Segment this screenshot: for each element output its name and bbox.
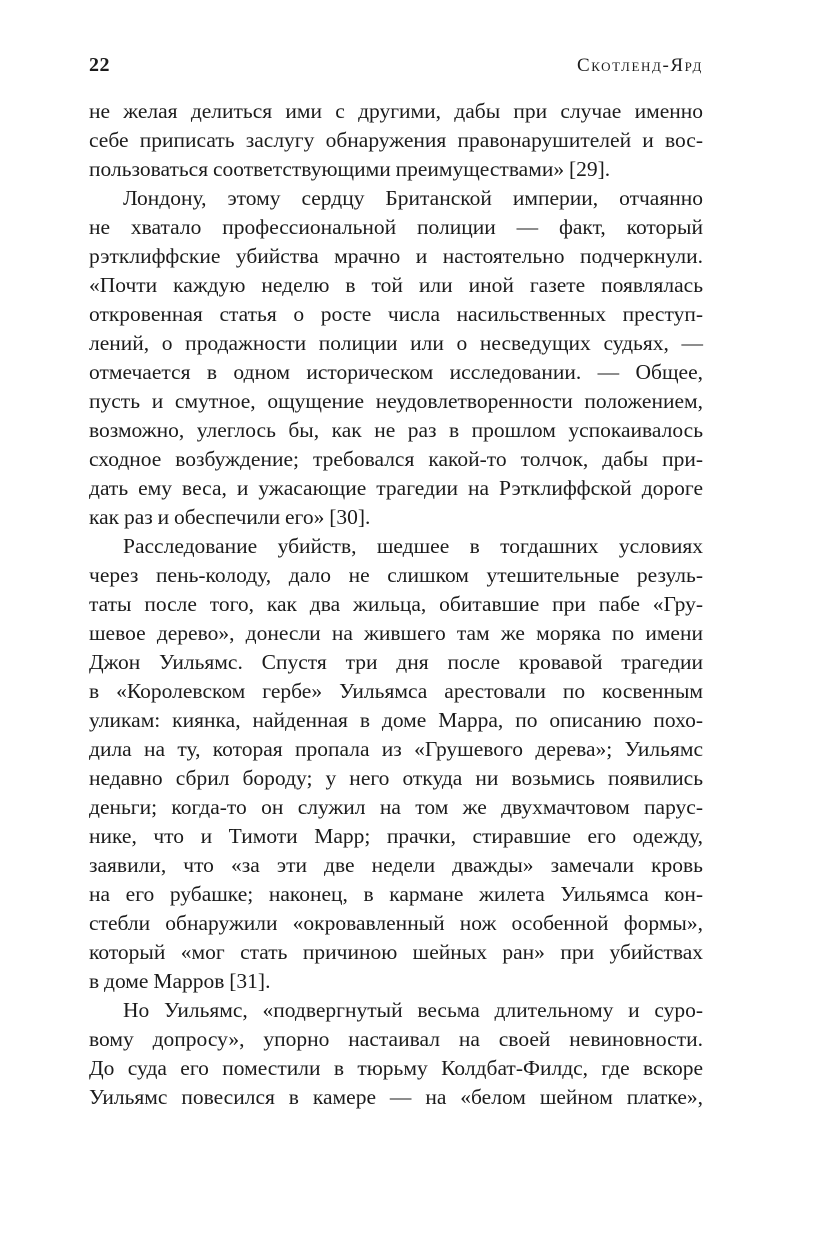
- chapter-title: Скотленд-Ярд: [576, 55, 703, 76]
- text-line: через пень-колоду, дало не слишком утешительные резуль-: [89, 563, 703, 587]
- text-line: сходное возбуждение; требовался какой-то толчок, дабы при-: [89, 447, 703, 471]
- text-line: Расследование убийств, шедшее в тогдашних условиях: [123, 534, 703, 558]
- text-line: уликам: киянка, найденная в доме Марра, по описанию похо-: [89, 708, 703, 732]
- text-line: на его рубашке; наконец, в кармане жилета Уильямса кон-: [89, 882, 703, 906]
- text-line: недавно сбрил бороду; у него откуда ни возьмись появились: [89, 766, 703, 790]
- text-line: вому допросу», упорно настаивал на своей невиновности.: [89, 1027, 703, 1051]
- text-line: нике, что и Тимоти Марр; прачки, стиравшие его одежду,: [89, 824, 703, 848]
- running-head: [89, 54, 703, 82]
- text-line: отмечается в одном историческом исследовании. — Общее,: [89, 360, 703, 384]
- text-line: который «мог стать причиною шейных ран» при убийствах: [89, 940, 703, 964]
- text-line: дила на ту, которая пропала из «Грушевого дерева»; Уильямс: [89, 737, 703, 761]
- text-line: До суда его поместили в тюрьму Колдбат-Филдс, где вскоре: [89, 1056, 703, 1080]
- text-line: заявили, что «за эти две недели дважды» замечали кровь: [89, 853, 703, 877]
- paragraph: [89, 532, 703, 996]
- page-number: 22: [89, 54, 110, 76]
- text-line: Уильямс повесился в камере — на «белом шейном платке»,: [89, 1085, 703, 1109]
- text-line: стебли обнаружили «окровавленный нож особенной формы»,: [89, 911, 703, 935]
- text-line: не хватало профессиональной полиции — факт, который: [89, 215, 703, 239]
- text-line: откровенная статья о росте числа насильственных преступ-: [89, 302, 703, 326]
- text-line: возможно, улеглось бы, как не раз в прошлом успокаивалось: [89, 418, 703, 442]
- paragraph: [89, 996, 703, 1112]
- text-line: пользоваться соответствующими преимуществами» [29].: [89, 157, 611, 181]
- text-line: лений, о продажности полиции или о несведущих судьях, —: [89, 331, 703, 355]
- paragraph: [89, 97, 703, 184]
- text-line: рэтклиффские убийства мрачно и настоятельно подчеркнули.: [89, 244, 703, 268]
- text-line: деньги; когда-то он служил на том же двухмачтовом парус-: [89, 795, 703, 819]
- text-line: дать ему веса, и ужасающие трагедии на Рэтклиффской дороге: [89, 476, 703, 500]
- text-line: шевое дерево», донесли на жившего там же моряка по имени: [89, 621, 703, 645]
- text-line: пусть и смутное, ощущение неудовлетворенности положением,: [89, 389, 703, 413]
- text-line: Джон Уильямс. Спустя три дня после кровавой трагедии: [89, 650, 703, 674]
- text-line: в «Королевском гербе» Уильямса арестовали по косвенным: [89, 679, 703, 703]
- text-line: Но Уильямс, «подвергнутый весьма длительному и суро-: [123, 998, 703, 1022]
- text-line: не желая делиться ими с другими, дабы при случае именно: [89, 99, 703, 123]
- text-line: «Почти каждую неделю в той или иной газете появлялась: [89, 273, 703, 297]
- text-line: таты после того, как два жильца, обитавшие при пабе «Гру-: [89, 592, 703, 616]
- text-line: себе приписать заслугу обнаружения правонарушителей и вос-: [89, 128, 703, 152]
- text-body: [89, 97, 703, 1112]
- text-line: в доме Марров [31].: [89, 969, 271, 993]
- text-line: Лондону, этому сердцу Британской империи, отчаянно: [123, 186, 703, 210]
- text-line: как раз и обеспечили его» [30].: [89, 505, 371, 529]
- paragraph: [89, 184, 703, 532]
